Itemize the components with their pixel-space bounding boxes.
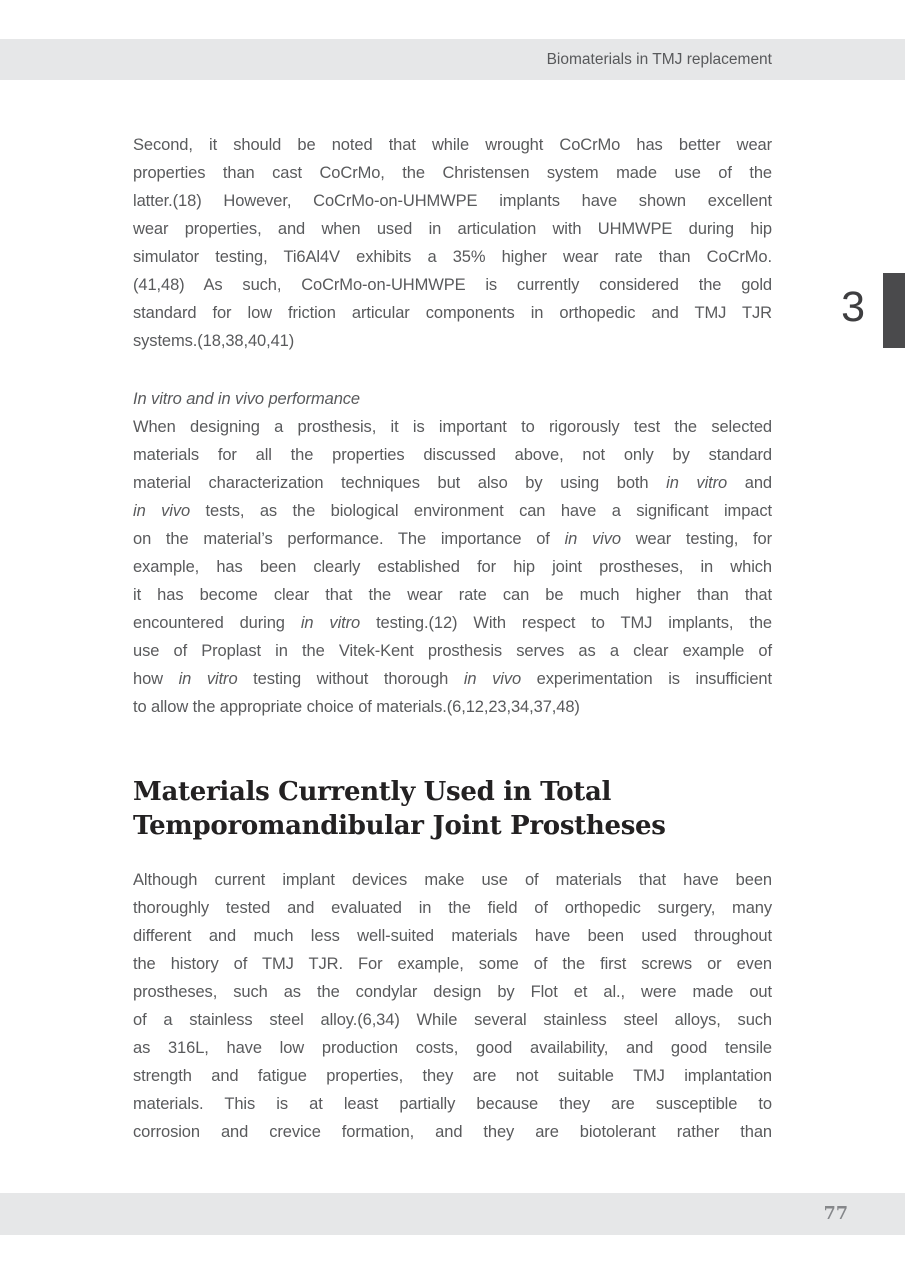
text-line: strength and fatigue properties, they are not suitable TMJ implantation (133, 1067, 772, 1085)
chapter-tab-marker (883, 273, 905, 348)
text-line: Second, it should be noted that while wrought CoCrMo has better wear (133, 136, 772, 154)
text-line: systems.(18,38,40,41) (133, 332, 295, 350)
text-line: different and much less well-suited materials have been used throughout (133, 927, 772, 945)
page-number: 77 (823, 1204, 848, 1224)
text-line: thoroughly tested and evaluated in the field of orthopedic surgery, many (133, 899, 772, 917)
section-heading-materials-currently-used (133, 775, 772, 843)
chapter-number: 3 (841, 283, 865, 331)
footer-bar (0, 1193, 905, 1235)
paragraph-testing-performance (133, 413, 772, 721)
paragraph-current-implant-materials (133, 866, 772, 1146)
text-line: on the material’s performance. The importance of in vivo wear testing, for (133, 530, 773, 548)
text-line: to allow the appropriate choice of materials.(6,12,23,34,37,48) (133, 698, 580, 716)
text-line: prostheses, such as the condylar design by Flot et al., were made out (133, 983, 772, 1001)
text-line: When designing a prosthesis, it is important to rigorously test the selected (133, 418, 772, 436)
text-line: example, has been clearly established for hip joint prostheses, in which (133, 558, 772, 576)
text-line: of a stainless steel alloy.(6,34) While several stainless steel alloys, such (133, 1011, 772, 1029)
text-line: simulator testing, Ti6Al4V exhibits a 35% higher wear rate than CoCrMo. (133, 248, 772, 266)
text-line: corrosion and crevice formation, and they are biotolerant rather than (133, 1123, 772, 1141)
text-line: In vitro and in vivo performance (133, 390, 360, 408)
text-line: in vivo tests, as the biological environment can have a significant impact (133, 502, 772, 520)
page-content (133, 0, 772, 1146)
text-line: Materials Currently Used in Total (133, 777, 612, 807)
text-line: use of Proplast in the Vitek-Kent prosthesis serves as a clear example of (133, 642, 772, 660)
text-line: Although current implant devices make use of materials that have been (133, 871, 772, 889)
text-line: Temporomandibular Joint Prostheses (133, 811, 666, 841)
text-line: it has become clear that the wear rate can be much higher than that (133, 586, 772, 604)
text-line: material characterization techniques but also by using both in vitro and (133, 474, 772, 492)
text-line: properties than cast CoCrMo, the Christensen system made use of the (133, 164, 772, 182)
text-line: how in vitro testing without thorough in vivo experimentation is insufficient (133, 670, 772, 688)
text-line: (41,48) As such, CoCrMo-on-UHMWPE is currently considered the gold (133, 276, 772, 294)
running-header-title: Biomaterials in TMJ replacement (546, 51, 772, 68)
text-line: the history of TMJ TJR. For example, some of the first screws or even (133, 955, 772, 973)
paragraph-cocrmo-wear (133, 131, 772, 355)
text-line: encountered during in vitro testing.(12) With respect to TMJ implants, the (133, 614, 772, 632)
text-line: as 316L, have low production costs, good availability, and good tensile (133, 1039, 772, 1057)
text-line: materials for all the properties discussed above, not only by standard (133, 446, 772, 464)
text-line: latter.(18) However, CoCrMo-on-UHMWPE implants have shown excellent (133, 192, 772, 210)
text-line: materials. This is at least partially because they are susceptible to (133, 1095, 772, 1113)
text-line: wear properties, and when used in articulation with UHMWPE during hip (133, 220, 772, 238)
text-line: standard for low friction articular components in orthopedic and TMJ TJR (133, 304, 772, 322)
subheading-in-vitro-in-vivo-performance (133, 385, 772, 413)
